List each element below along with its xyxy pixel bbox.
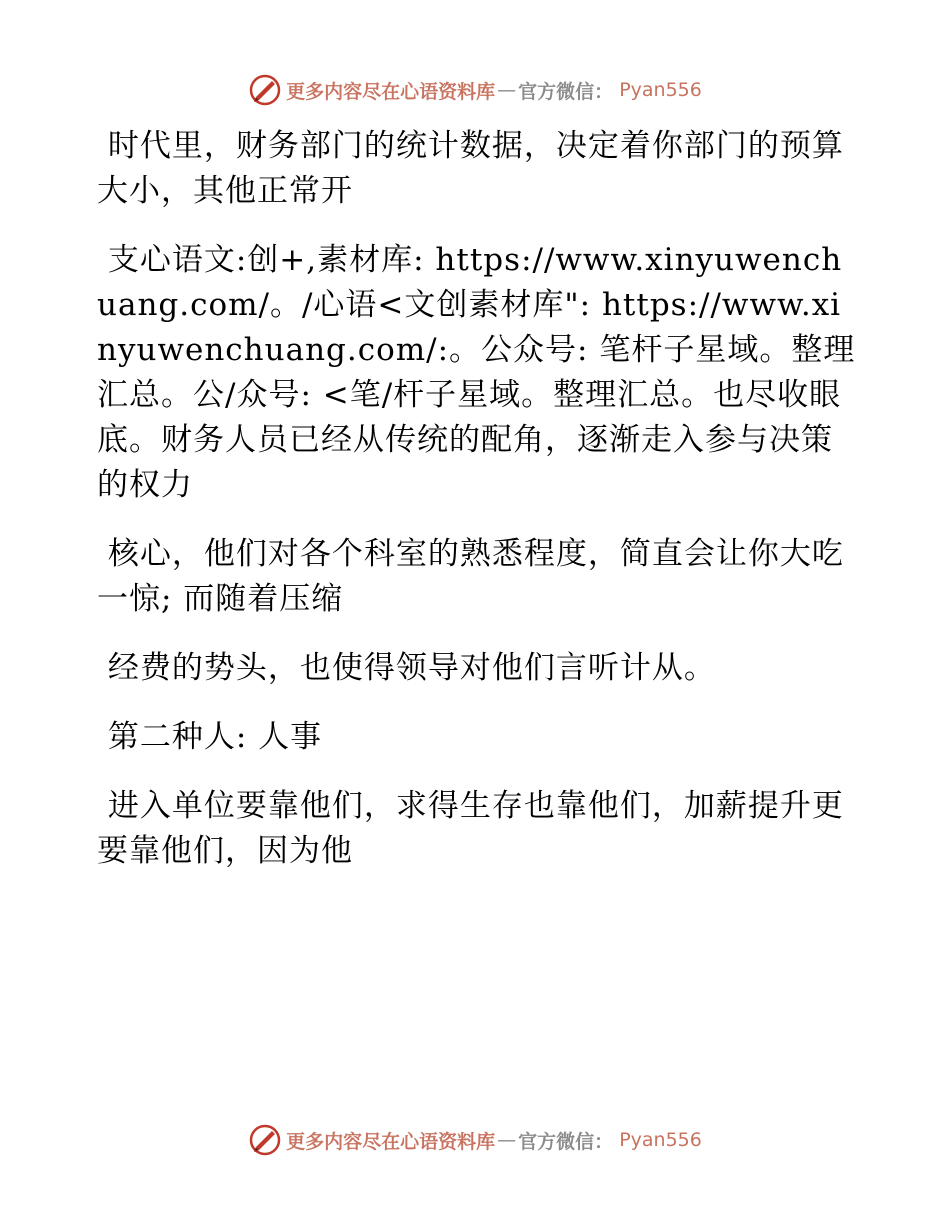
watermark-wechat-id: Pyan556	[619, 79, 702, 101]
pen-logo-icon	[248, 73, 282, 107]
watermark-label: 官方微信：	[518, 80, 614, 103]
paragraph: 核心，他们对各个科室的熟悉程度，简直会让你大吃一惊; 而随着压缩	[97, 536, 844, 617]
watermark-brand-text: 更多内容尽在心语资料库	[286, 1130, 496, 1153]
paragraph: 第二种人: 人事	[97, 719, 323, 755]
watermark-dash: —	[497, 1129, 517, 1151]
footer-watermark	[0, 1120, 950, 1160]
header-watermark	[0, 70, 950, 110]
pen-logo-icon	[248, 1123, 282, 1157]
paragraph: 支心语文:创+,素材库: https://www.xinyuwenchuang.com/。/心语<文创素材库": https://www.xinyuwenchuang.com/:。公众号: 笔杆子星域。整理汇总。公/众号: <笔/杆子星域。整理汇总。也尽收眼底。财务人员已经从传统的配角，逐渐走入参与决策的权力	[97, 242, 856, 503]
watermark-wechat-id: Pyan556	[619, 1129, 702, 1151]
document-body	[97, 124, 857, 898]
watermark-dash: —	[497, 79, 517, 101]
paragraph: 进入单位要靠他们，求得生存也靠他们，加薪提升更要靠他们，因为他	[97, 788, 844, 869]
paragraph: 经费的势头，也使得领导对他们言听计从。	[97, 650, 716, 686]
watermark-brand-text: 更多内容尽在心语资料库	[286, 80, 496, 103]
watermark-label: 官方微信：	[518, 1130, 614, 1153]
paragraph: 时代里，财务部门的统计数据，决定着你部门的预算大小，其他正常开	[97, 128, 844, 209]
